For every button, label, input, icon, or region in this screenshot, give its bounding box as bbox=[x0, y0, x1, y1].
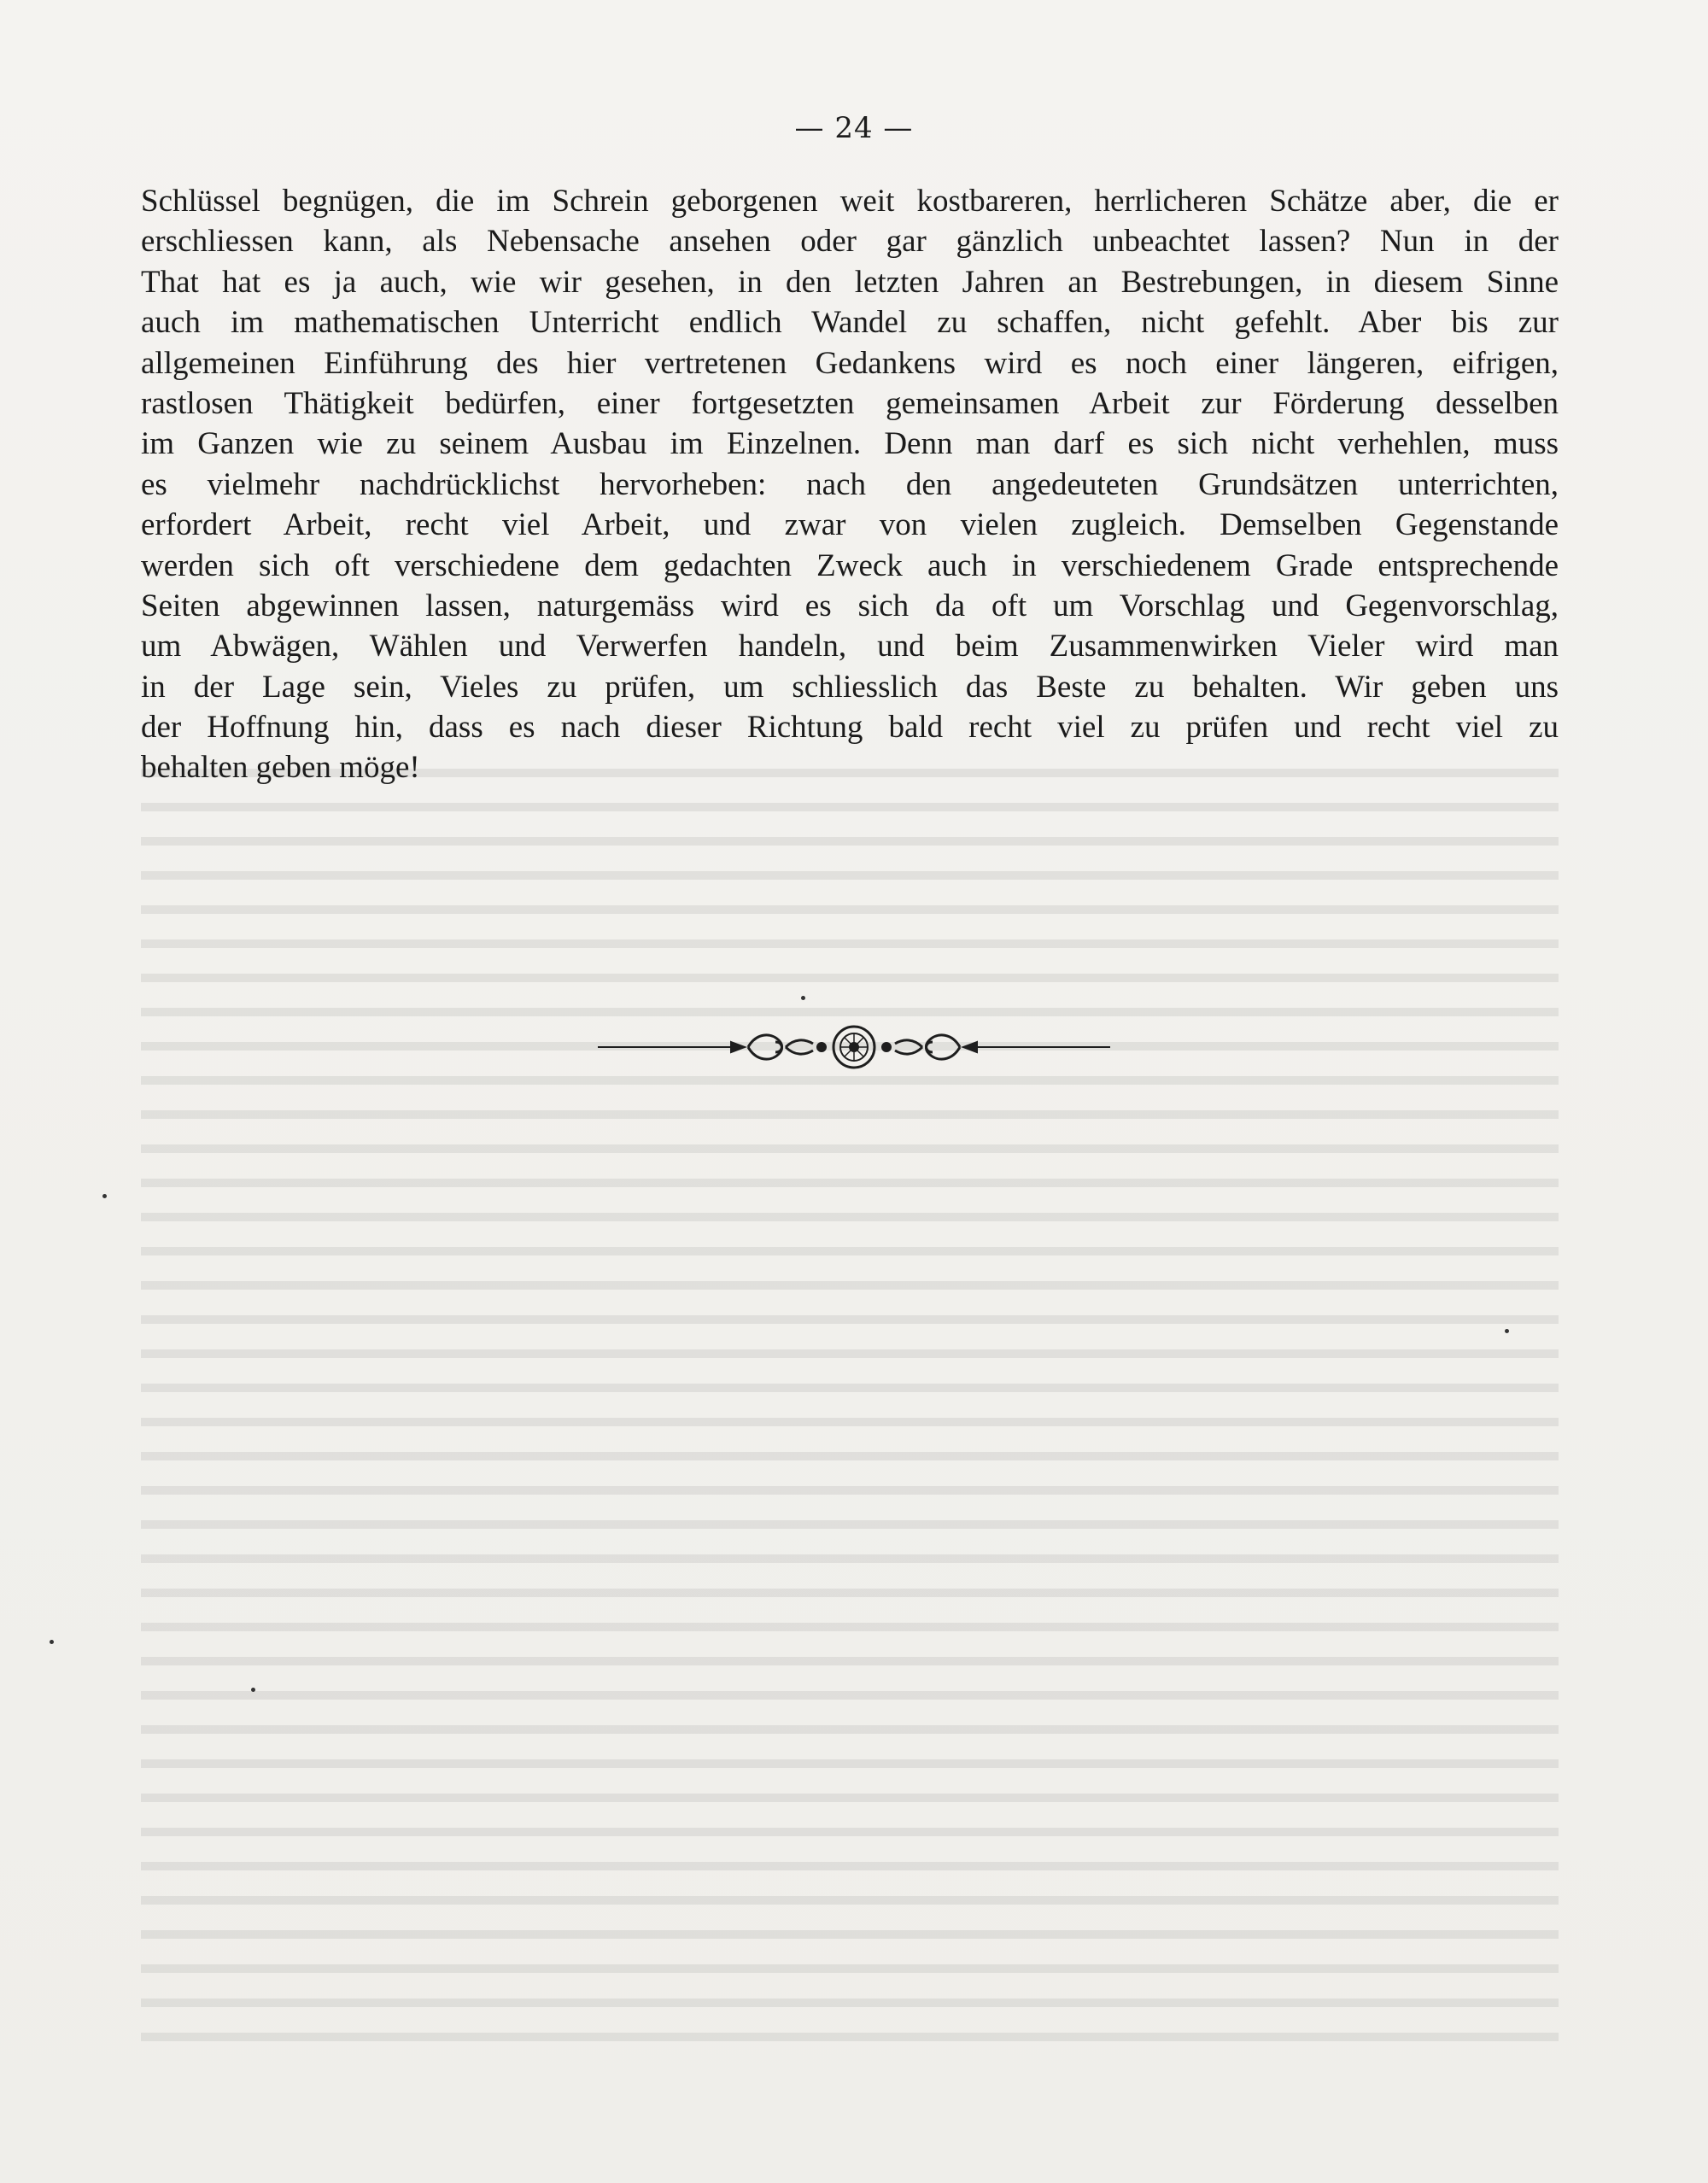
text-line: der Hoffnung hin, dass es nach dieser Richtung bald recht viel zu prüfen und recht viel zu bbox=[141, 710, 1559, 746]
text-line: Seiten abgewinnen lassen, naturgemäss wird es sich da oft um Vorschlag und Gegenvorschlag, bbox=[141, 588, 1559, 623]
page-number: — 24 — bbox=[794, 111, 914, 145]
text-line: erschliessen kann, als Nebensache ansehen oder gar gänzlich unbeachtet lassen? Nun in der bbox=[141, 224, 1559, 260]
text-line: in der Lage sein, Vieles zu prüfen, um schliesslich das Beste zu behalten. Wir geben uns bbox=[141, 669, 1559, 705]
bleed-through-texture bbox=[141, 743, 1559, 2067]
print-speck bbox=[1505, 1329, 1509, 1333]
text-line: Schlüssel begnügen, die im Schrein geborgenen weit kostbareren, herrlicheren Schätze aber, die er bbox=[141, 184, 1559, 219]
text-line: werden sich oft verschiedene dem gedachten Zweck auch in verschiedenem Grade entsprechende bbox=[141, 547, 1559, 583]
text-line: auch im mathematischen Unterricht endlich Wandel zu schaffen, nicht gefehlt. Aber bis zur bbox=[141, 305, 1559, 341]
text-line: im Ganzen wie zu seinem Ausbau im Einzelnen. Denn man darf es sich nicht verhehlen, muss bbox=[141, 426, 1559, 462]
text-line: That hat es ja auch, wie wir gesehen, in den letzten Jahren an Bestrebungen, in diesem Sinne bbox=[141, 264, 1559, 300]
text-line: allgemeinen Einführung des hier vertretenen Gedankens wird es noch einer längeren, eifrigen, bbox=[141, 345, 1559, 381]
print-speck bbox=[801, 996, 805, 1000]
body-paragraph bbox=[141, 181, 1559, 788]
text-line-last: behalten geben möge! bbox=[141, 750, 420, 786]
text-line: rastlosen Thätigkeit bedürfen, einer fortgesetzten gemeinsamen Arbeit zur Förderung desselben bbox=[141, 385, 1559, 421]
text-line: um Abwägen, Wählen und Verwerfen handeln, und beim Zusammenwirken Vieler wird man bbox=[141, 629, 1559, 664]
text-line: es vielmehr nachdrücklichst hervorheben: nach den angedeuteten Grundsätzen unterrichten, bbox=[141, 466, 1559, 502]
floral-divider-icon bbox=[581, 1023, 1127, 1071]
print-speck bbox=[102, 1194, 107, 1198]
print-speck bbox=[50, 1640, 54, 1644]
text-line: erfordert Arbeit, recht viel Arbeit, und zwar von vielen zugleich. Demselben Gegenstande bbox=[141, 507, 1559, 543]
print-speck bbox=[251, 1688, 255, 1692]
